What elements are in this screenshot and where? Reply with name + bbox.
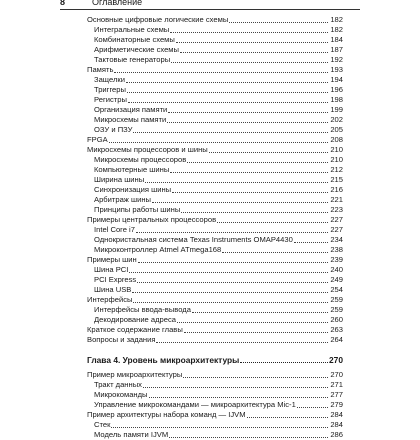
toc-entry-label: Основные цифровые логические схемы [87, 15, 229, 24]
dot-leader [138, 261, 328, 263]
toc-entry-page: 216 [330, 185, 343, 194]
toc-entry-label: FPGA [87, 135, 108, 144]
toc-entry-label: Микросхемы процессоров и шины [87, 145, 208, 154]
toc-entry [94, 165, 343, 175]
toc-entry-label: PCI Express [94, 275, 137, 284]
toc-entry [94, 380, 343, 390]
toc-entry-page: 271 [330, 380, 343, 389]
toc-entry [87, 370, 343, 380]
dot-leader [177, 321, 328, 323]
toc-entry-label: Триггеры [94, 85, 126, 94]
page-number: 8 [60, 0, 66, 7]
toc-entry-page: 227 [330, 225, 343, 234]
toc-entry [94, 175, 343, 185]
toc-entry-page: 279 [330, 400, 343, 409]
toc-entry-label: Тактовые генераторы [94, 55, 171, 64]
dot-leader [176, 41, 328, 43]
toc-entry-label: Однокристальная система Texas Instruments OMAP4430 [94, 235, 293, 244]
toc-entry-label: Синхронизация шины [94, 185, 172, 194]
dot-leader [133, 131, 328, 133]
toc-entry-page: 210 [330, 145, 343, 154]
toc-entry [94, 315, 343, 325]
toc-entry-page: 284 [330, 420, 343, 429]
toc-entry-label: Защелки [94, 75, 125, 84]
dot-leader [217, 221, 328, 223]
toc-entry-label: Управление микрокомандами — микроархитектура Mic-1 [94, 400, 296, 409]
toc-entry [94, 400, 343, 410]
toc-entry-page: 286 [330, 430, 343, 439]
dot-leader [209, 151, 328, 153]
dot-leader [183, 376, 328, 378]
dot-leader [169, 436, 328, 438]
toc-entry-label: ОЗУ и ПЗУ [94, 125, 133, 134]
dot-leader [192, 311, 328, 313]
toc-entry-page: 212 [330, 165, 343, 174]
toc-entry-label: Регистры [94, 95, 127, 104]
toc-entry-label: Принципы работы шины [94, 205, 181, 214]
toc-entry-label: Стек [94, 420, 111, 429]
toc-entry-page: 184 [330, 35, 343, 44]
dot-leader [187, 161, 328, 163]
running-header [0, 0, 420, 8]
toc-entry [87, 410, 343, 420]
toc-entry [94, 245, 343, 255]
dot-leader [167, 121, 328, 123]
toc-entry [94, 185, 343, 195]
dot-leader [229, 21, 328, 23]
dot-leader [247, 416, 328, 418]
dot-leader [127, 91, 328, 93]
toc-entry [94, 275, 343, 285]
dot-leader [170, 31, 328, 33]
toc-entry-label: Память [87, 65, 114, 74]
toc-entry-label: Тракт данных [94, 380, 142, 389]
toc-entry [94, 105, 343, 115]
toc-entry [94, 390, 343, 400]
dot-leader [132, 291, 328, 293]
toc-entry-label: Микроконтроллер Atmel ATmega168 [94, 245, 222, 254]
toc-entry [94, 195, 343, 205]
toc-entry-page: 210 [330, 155, 343, 164]
toc-entry-label: Intel Core i7 [94, 225, 135, 234]
toc-entry-label: Примеры центральных процессоров [87, 215, 217, 224]
dot-leader [114, 71, 328, 73]
dot-leader [156, 341, 328, 343]
toc-entry [87, 295, 343, 305]
toc-entry-page: 284 [330, 410, 343, 419]
toc-entry-label: Микрокоманды [94, 390, 148, 399]
toc-entry-label: Примеры шин [87, 255, 137, 264]
dot-leader [180, 51, 328, 53]
toc-entry [94, 115, 343, 125]
toc-entry-label: Вопросы и задания [87, 335, 156, 344]
dot-leader [240, 361, 328, 363]
dot-leader [294, 241, 328, 243]
toc-entry [94, 225, 343, 235]
toc-entry [94, 420, 343, 430]
toc-entry-label: Арифметические схемы [94, 45, 179, 54]
toc-entry [87, 145, 343, 155]
dot-leader [133, 301, 328, 303]
dot-leader [152, 201, 328, 203]
toc-entry-page: 205 [330, 125, 343, 134]
toc-entry [94, 85, 343, 95]
dot-leader [129, 271, 328, 273]
toc-entry [94, 75, 343, 85]
toc-entry-page: 240 [330, 265, 343, 274]
dot-leader [128, 101, 328, 103]
toc-entry [87, 325, 343, 335]
toc-entry-label: Интегральные схемы [94, 25, 170, 34]
toc-entry [87, 335, 343, 345]
dot-leader [136, 231, 328, 233]
toc-entry-page: 187 [330, 45, 343, 54]
dot-leader [181, 211, 328, 213]
toc-entry-page: 194 [330, 75, 343, 84]
dot-leader [126, 81, 328, 83]
toc-entry-page: 223 [330, 205, 343, 214]
dot-leader [109, 141, 328, 143]
dot-leader [168, 111, 328, 113]
toc-entry [94, 35, 343, 45]
toc-entry-page: 259 [330, 295, 343, 304]
dot-leader [171, 61, 328, 63]
dot-leader [149, 396, 329, 398]
toc-entry-label: Микросхемы процессоров [94, 155, 187, 164]
toc-entry-page: 227 [330, 215, 343, 224]
toc-entry-page: 202 [330, 115, 343, 124]
toc-entry-page: 199 [330, 105, 343, 114]
toc-entry-page: 192 [330, 55, 343, 64]
toc-entry-page: 239 [330, 255, 343, 264]
toc-entry-page: 215 [330, 175, 343, 184]
toc-entry-label: Краткое содержание главы [87, 325, 183, 334]
toc-entry [87, 65, 343, 75]
toc-entry-page: 259 [330, 305, 343, 314]
toc-entry-label: Шина USB [94, 285, 132, 294]
toc-entry [94, 265, 343, 275]
toc-entry [94, 235, 343, 245]
toc-entry-page: 249 [330, 275, 343, 284]
toc-entry-page: 234 [330, 235, 343, 244]
toc-entry-page: 198 [330, 95, 343, 104]
toc-entry-label: Пример архитектуры набора команд — IJVM [87, 410, 246, 419]
dot-leader [145, 181, 328, 183]
toc-entry [94, 430, 343, 440]
dot-leader [143, 386, 328, 388]
toc-entry-label: Комбинаторные схемы [94, 35, 175, 44]
toc-entry-page: 277 [330, 390, 343, 399]
dot-leader [170, 171, 328, 173]
toc-entry-page: 254 [330, 285, 343, 294]
toc-entry-page: 270 [329, 355, 343, 365]
dot-leader [222, 251, 328, 253]
toc-entry [87, 15, 343, 25]
chapter-heading [87, 355, 343, 365]
toc-entry-page: 264 [330, 335, 343, 344]
toc-entry-page: 221 [330, 195, 343, 204]
toc-entry [87, 215, 343, 225]
dot-leader [184, 331, 328, 333]
toc-entry-page: 270 [330, 370, 343, 379]
toc-entry-page: 196 [330, 85, 343, 94]
toc-entry [87, 255, 343, 265]
header-rule [60, 9, 360, 10]
toc-entry [94, 95, 343, 105]
toc-entry [87, 135, 343, 145]
dot-leader [111, 426, 328, 428]
toc-entry-label: Интерфейсы [87, 295, 133, 304]
toc-entry-page: 208 [330, 135, 343, 144]
toc-entry [94, 155, 343, 165]
toc-entry-page: 238 [330, 245, 343, 254]
running-title: Оглавление [92, 0, 143, 7]
toc-entry-page: 260 [330, 315, 343, 324]
toc-entry-label: Компьютерные шины [94, 165, 170, 174]
toc-entry-label: Модель памяти IJVM [94, 430, 169, 439]
toc-entry-page: 263 [330, 325, 343, 334]
toc-entry-label: Интерфейсы ввода-вывода [94, 305, 191, 314]
toc-entry [94, 285, 343, 295]
toc-entry-label: Пример микроархитектуры [87, 370, 183, 379]
toc-entry-label: Глава 4. Уровень микроархитектуры [87, 355, 240, 365]
toc-entry-page: 182 [330, 25, 343, 34]
toc-entry-label: Декодирование адреса [94, 315, 177, 324]
toc-entry-page: 193 [330, 65, 343, 74]
toc-entry-label: Арбитраж шины [94, 195, 151, 204]
toc-entry [94, 25, 343, 35]
toc-entry-label: Шина PCI [94, 265, 129, 274]
toc-entry [94, 45, 343, 55]
toc-entry-page: 182 [330, 15, 343, 24]
toc-entry-label: Ширина шины [94, 175, 145, 184]
toc-entry [94, 55, 343, 65]
dot-leader [137, 281, 328, 283]
dot-leader [297, 406, 328, 408]
toc-entry [94, 305, 343, 315]
toc-entry-label: Организация памяти [94, 105, 168, 114]
toc-entry-label: Микросхемы памяти [94, 115, 167, 124]
dot-leader [172, 191, 328, 193]
toc-entry [94, 205, 343, 215]
toc-entry [94, 125, 343, 135]
